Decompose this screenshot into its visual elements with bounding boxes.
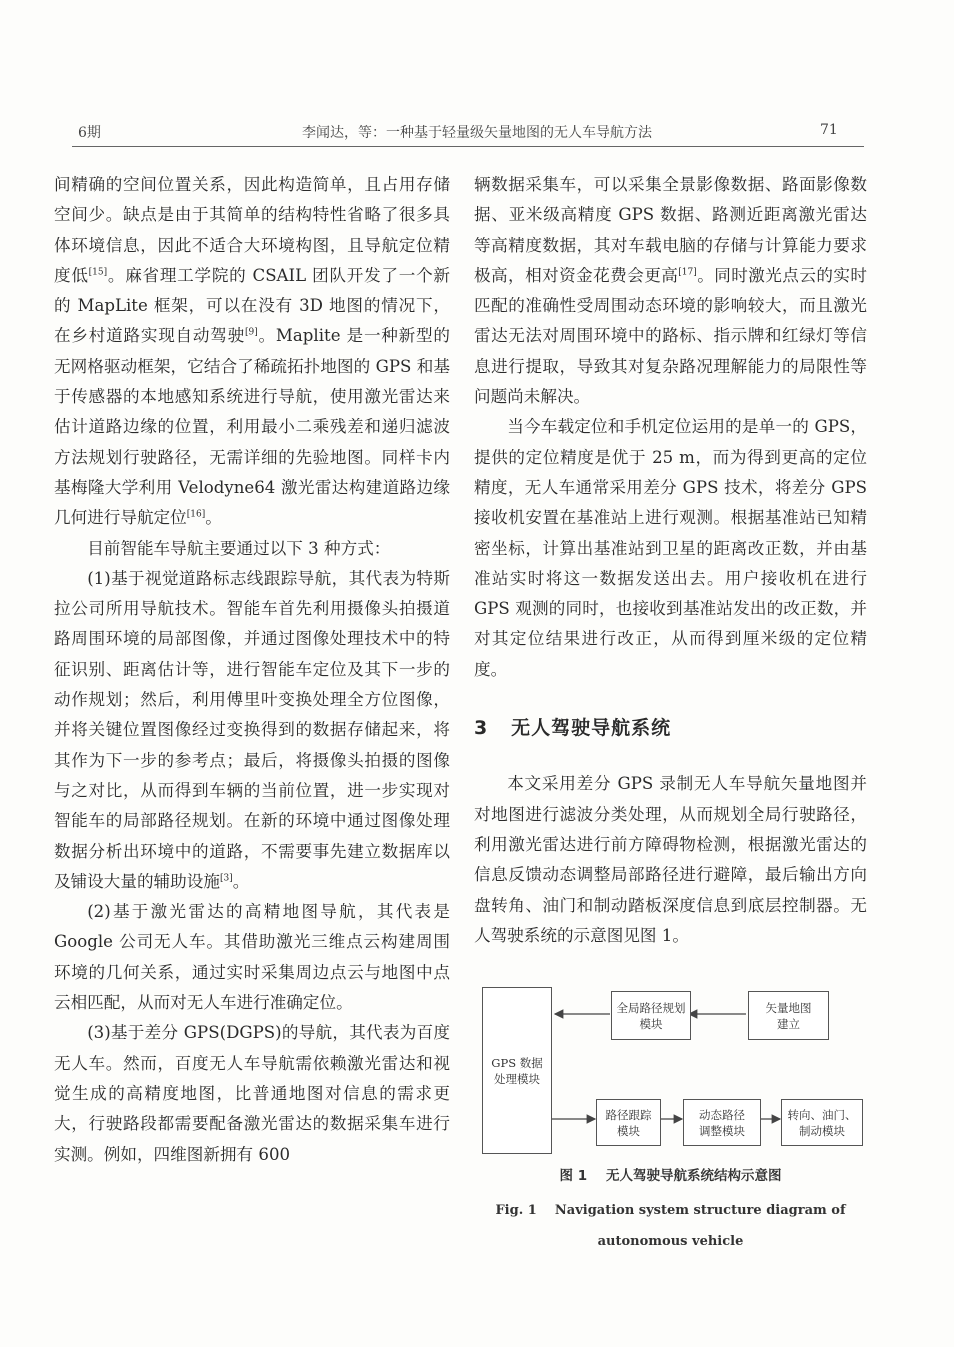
paragraph: 目前智能车导航主要通过以下 3 种方式： xyxy=(87,538,391,558)
paragraph: (1)基于视觉道路标志线跟踪导航，其代表为特斯拉公司所用导航技术。智能车首先利用摄像头拍摄道路周围环境的局部图像，并通过图像处理技术中的特征识别、距离估计等，进行智能车定位及其下一步的动作规划；然后，利用傅里叶变换处理全方位图像，并将关键位置图像经过变换得到的数据存储起来，将其作为下一步的参考点；最后，将摄像头拍摄的图像与之对比，从而得到车辆的当前位置，进一步实现对智能车的局部路径规划。在新的环境中通过图像处理数据分析出环境中的道路，不需要事先建立数据库以及铺设大量的辅助设施[3]。 xyxy=(54,568,450,891)
citation: [3] xyxy=(219,873,233,884)
system-diagram xyxy=(482,987,867,1155)
citation: [16] xyxy=(186,509,206,520)
paragraph: 当今车载定位和手机定位运用的是单一的 GPS，提供的定位精度是优于 25 m，而为得到更高的定位精度，无人车通常采用差分 GPS 技术，将差分 GPS 接收机安置在基准站上进行观测。根据基准站已知精密坐标，计算出基准站到卫星的距离改正数，并由基准站实时将这一数据发送出去。用户接收机在进行 GPS 观测的同时，也接收到基准站发出的改正数，并对其定位结果进行改正，从而得到厘米级的定位精度。 xyxy=(474,417,867,679)
page-number: 71 xyxy=(820,122,838,138)
issue-label: 6期 xyxy=(78,125,101,141)
global-planning-box: 全局路径规划 模块 xyxy=(611,991,691,1040)
section-heading: 3 无人驾驶导航系统 xyxy=(474,717,672,740)
gps-processing-box: GPS 数据 处理模块 xyxy=(482,987,552,1154)
vector-map-box: 矢量地图 建立 xyxy=(748,991,829,1040)
figure-caption-cn: 图 1 无人驾驶导航系统结构示意图 xyxy=(559,1168,782,1184)
header-rule xyxy=(72,146,864,147)
citation: [17] xyxy=(678,267,697,278)
paragraph: (3)基于差分 GPS(DGPS)的导航，其代表为百度无人车。然而，百度无人车导航需依赖激光雷达和视觉生成的高精度地图，比普通地图对信息的需求更大，行驶路段都需要配备激光雷达的数据采集车进行实测。例如，四维图新拥有 600 xyxy=(54,1023,450,1164)
path-tracking-box: 路径跟踪 模块 xyxy=(596,1099,661,1146)
left-column xyxy=(54,170,450,1170)
running-title: 李闻达，等：一种基于轻量级矢量地图的无人车导航方法 xyxy=(302,125,652,141)
paragraph: 本文采用差分 GPS 录制无人车导航矢量地图并对地图进行滤波分类处理，从而规划全局行驶路径，利用激光雷达进行前方障碍物检测，根据激光雷达的信息反馈动态调整局部路径进行避障，最后输出方向盘转角、油门和制动踏板深度信息到底层控制器。无人驾驶系统的示意图见图 1。 xyxy=(474,774,867,945)
figure-caption-en: Fig. 1 Navigation system structure diagram of autonomous vehicle xyxy=(495,1203,851,1249)
paragraph: (2)基于激光雷达的高精地图导航，其代表是 Google 公司无人车。其借助激光三维点云构建周围环境的几何关系，通过实时采集周边点云与地图中点云相匹配，从而对无人车进行准确定位。 xyxy=(54,902,450,1013)
dynamic-path-box: 动态路径 调整模块 xyxy=(683,1099,761,1146)
citation: [9] xyxy=(245,327,258,338)
control-box: 转向、油门、 制动模块 xyxy=(781,1099,863,1146)
paragraph: 间精确的空间位置关系，因此构造简单，且占用存储空间少。缺点是由于其简单的结构特性省略了很多具体环境信息，因此不适合大环境构图，且导航定位精度低[15]。麻省理工学院的 CSAIL 团队开发了一个新的 MapLite 框架，可以在没有 3D 地图的情况下，在乡村道路实现自动驾驶[9]。Maplite 是一种新型的无网格驱动框架，它结合了稀疏拓扑地图的 GPS 和基于传感器的本地感知系统进行导航，使用激光雷达来估计道路边缘的位置，利用最小二乘残差和递归滤波方法规划行驶路径，无需详细的先验地图。同样卡内基梅隆大学利用 Velodyne64 激光雷达构建道路边缘几何进行导航定位[16]。 xyxy=(54,175,451,528)
citation: [15] xyxy=(88,267,108,278)
paragraph: 辆数据采集车，可以采集全景影像数据、路面影像数据、亚米级高精度 GPS 数据、路测近距离激光雷达等高精度数据，其对车载电脑的存储与计算能力要求极高，相对资金花费会更高[17]。同时激光点云的实时匹配的准确性受周围动态环境的影响较大，而且激光雷达无法对周围环境中的路标、指示牌和红绿灯等信息进行提取，导致其对复杂路况理解能力的局限性等问题尚未解决。 xyxy=(474,175,867,407)
right-column xyxy=(474,170,867,951)
